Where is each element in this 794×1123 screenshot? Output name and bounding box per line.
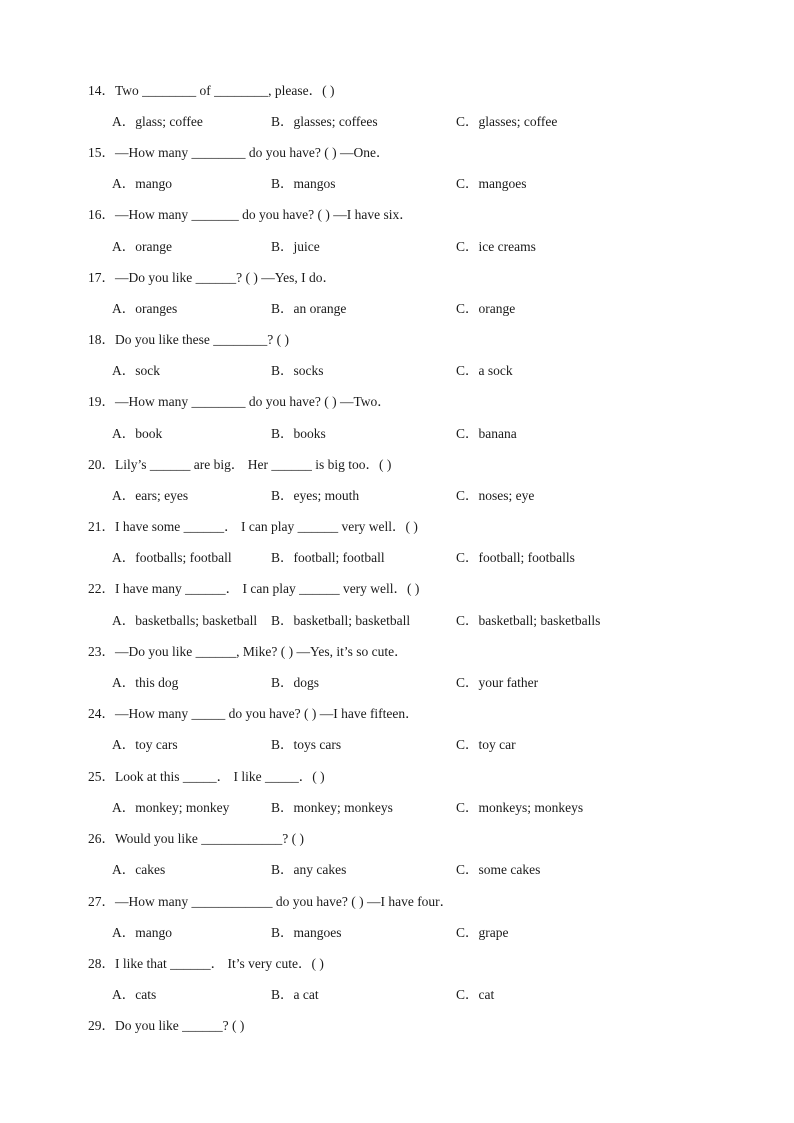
options-21 — [112, 548, 712, 568]
options-26 — [112, 860, 712, 880]
option-b[interactable]: B．any cakes — [271, 862, 347, 877]
question-16: 16．—How many _______ do you have? ( ) —I have six． — [88, 207, 413, 222]
option-a[interactable]: A．this dog — [112, 675, 179, 690]
question-27: 27．—How many ____________ do you have? ( ) —I have four． — [88, 894, 454, 909]
option-c[interactable]: C．football; footballs — [456, 550, 575, 565]
option-b[interactable]: B．eyes; mouth — [271, 488, 360, 503]
question-20: 20．Lily’s ______ are big． Her ______ is big too．( ) — [88, 457, 392, 472]
option-c[interactable]: C．noses; eye — [456, 488, 535, 503]
options-18 — [112, 361, 712, 381]
question-26: 26．Would you like ____________? ( ) — [88, 831, 305, 846]
option-b[interactable]: B．books — [271, 426, 326, 441]
options-19 — [112, 424, 712, 444]
option-c[interactable]: C．toy car — [456, 737, 516, 752]
option-b[interactable]: B．monkey; monkeys — [271, 800, 393, 815]
option-a[interactable]: A．cats — [112, 987, 157, 1002]
option-c[interactable]: C．grape — [456, 925, 509, 940]
question-18: 18．Do you like these ________? ( ) — [88, 332, 289, 347]
option-a[interactable]: A．orange — [112, 239, 172, 254]
option-b[interactable]: B．an orange — [271, 301, 347, 316]
option-c[interactable]: C．cat — [456, 987, 495, 1002]
option-a[interactable]: A．footballs; football — [112, 550, 232, 565]
option-c[interactable]: C．ice creams — [456, 239, 536, 254]
option-a[interactable]: A．monkey; monkey — [112, 800, 230, 815]
option-c[interactable]: C．mangoes — [456, 176, 527, 191]
option-b[interactable]: B．glasses; coffees — [271, 114, 378, 129]
question-15: 15．—How many ________ do you have? ( ) —One． — [88, 145, 390, 160]
options-28 — [112, 985, 712, 1005]
question-29: 29．Do you like ______? ( ) — [88, 1018, 245, 1033]
options-15 — [112, 174, 712, 194]
question-28: 28．I like that ______． It’s very cute．( ) — [88, 956, 324, 971]
question-24: 24．—How many _____ do you have? ( ) —I have fifteen． — [88, 706, 419, 721]
option-b[interactable]: B．basketball; basketball — [271, 613, 411, 628]
options-25 — [112, 798, 712, 818]
option-a[interactable]: A．toy cars — [112, 737, 178, 752]
question-19: 19．—How many ________ do you have? ( ) —Two． — [88, 394, 391, 409]
options-20 — [112, 486, 712, 506]
option-b[interactable]: B．mangoes — [271, 925, 342, 940]
option-b[interactable]: B．socks — [271, 363, 324, 378]
question-25: 25．Look at this _____． I like _____．( ) — [88, 769, 325, 784]
options-23 — [112, 673, 712, 693]
option-c[interactable]: C．orange — [456, 301, 516, 316]
options-14 — [112, 112, 712, 132]
option-a[interactable]: A．basketballs; basketball — [112, 613, 258, 628]
option-a[interactable]: A．cakes — [112, 862, 166, 877]
option-b[interactable]: B．football; football — [271, 550, 385, 565]
option-a[interactable]: A．mango — [112, 176, 172, 191]
options-16 — [112, 237, 712, 257]
option-c[interactable]: C．a sock — [456, 363, 513, 378]
option-c[interactable]: C．banana — [456, 426, 517, 441]
option-b[interactable]: B．dogs — [271, 675, 320, 690]
option-c[interactable]: C．monkeys; monkeys — [456, 800, 584, 815]
options-22 — [112, 611, 712, 631]
option-a[interactable]: A．sock — [112, 363, 160, 378]
question-17: 17．—Do you like ______? ( ) —Yes, I do． — [88, 270, 336, 285]
option-c[interactable]: C．basketball; basketballs — [456, 613, 601, 628]
options-24 — [112, 735, 712, 755]
question-23: 23．—Do you like ______, Mike? ( ) —Yes, it’s so cute． — [88, 644, 408, 659]
question-21: 21．I have some ______． I can play ______ very well．( ) — [88, 519, 418, 534]
option-a[interactable]: A．glass; coffee — [112, 114, 203, 129]
option-b[interactable]: B．juice — [271, 239, 320, 254]
option-b[interactable]: B．toys cars — [271, 737, 342, 752]
option-b[interactable]: B．a cat — [271, 987, 319, 1002]
option-c[interactable]: C．glasses; coffee — [456, 114, 558, 129]
option-a[interactable]: A．oranges — [112, 301, 178, 316]
options-17 — [112, 299, 712, 319]
option-a[interactable]: A．mango — [112, 925, 172, 940]
option-b[interactable]: B．mangos — [271, 176, 336, 191]
option-c[interactable]: C．some cakes — [456, 862, 541, 877]
option-a[interactable]: A．ears; eyes — [112, 488, 189, 503]
question-22: 22．I have many ______． I can play ______ very well．( ) — [88, 581, 420, 596]
option-c[interactable]: C．your father — [456, 675, 539, 690]
option-a[interactable]: A．book — [112, 426, 163, 441]
question-14: 14．Two ________ of ________, please．( ) — [88, 83, 335, 98]
options-27 — [112, 923, 712, 943]
